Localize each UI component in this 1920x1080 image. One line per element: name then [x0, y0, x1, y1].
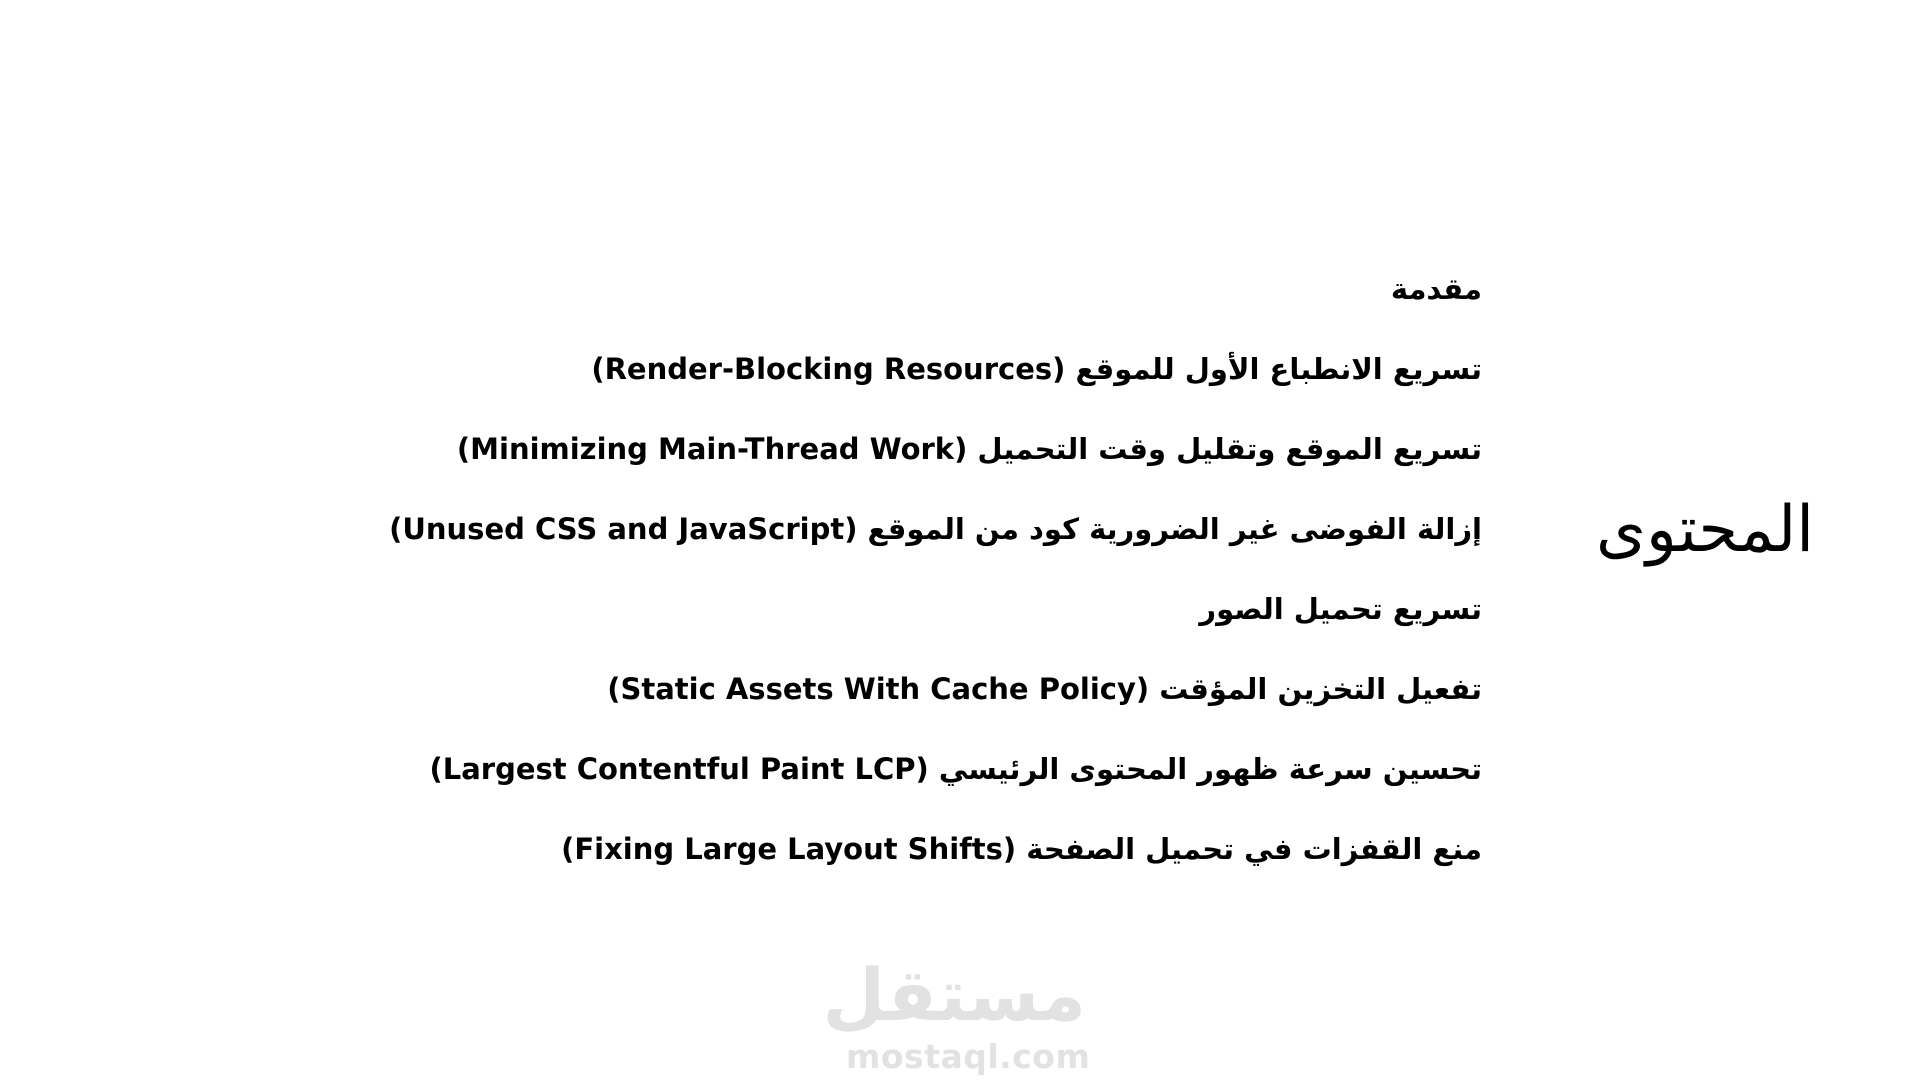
toc-item-layout-shifts: منع القفزات في تحميل الصفحة (Fixing Large Layout Shifts) — [561, 832, 1482, 866]
watermark-logo: مستقل — [822, 953, 1086, 1037]
table-of-contents — [389, 267, 1482, 907]
toc-item-images: تسريع تحميل الصور — [1199, 592, 1482, 626]
slide-title: المحتوى — [1595, 493, 1814, 567]
mostaql-watermark — [822, 952, 1091, 1076]
toc-item-cache-policy: تفعيل التخزين المؤقت (Static Assets With Cache Policy) — [607, 672, 1482, 706]
watermark-url: mostaql.com — [846, 1037, 1091, 1076]
toc-item-unused-code: إزالة الفوضى غير الضرورية كود من الموقع (Unused CSS and JavaScript) — [389, 512, 1482, 546]
toc-item-render-blocking: تسريع الانطباع الأول للموقع (Render-Blocking Resources) — [591, 352, 1482, 386]
toc-item-lcp: تحسين سرعة ظهور المحتوى الرئيسي (Largest Contentful Paint LCP) — [429, 752, 1482, 786]
toc-item-introduction: مقدمة — [1390, 272, 1482, 306]
toc-item-main-thread: تسريع الموقع وتقليل وقت التحميل (Minimizing Main-Thread Work) — [456, 432, 1482, 466]
